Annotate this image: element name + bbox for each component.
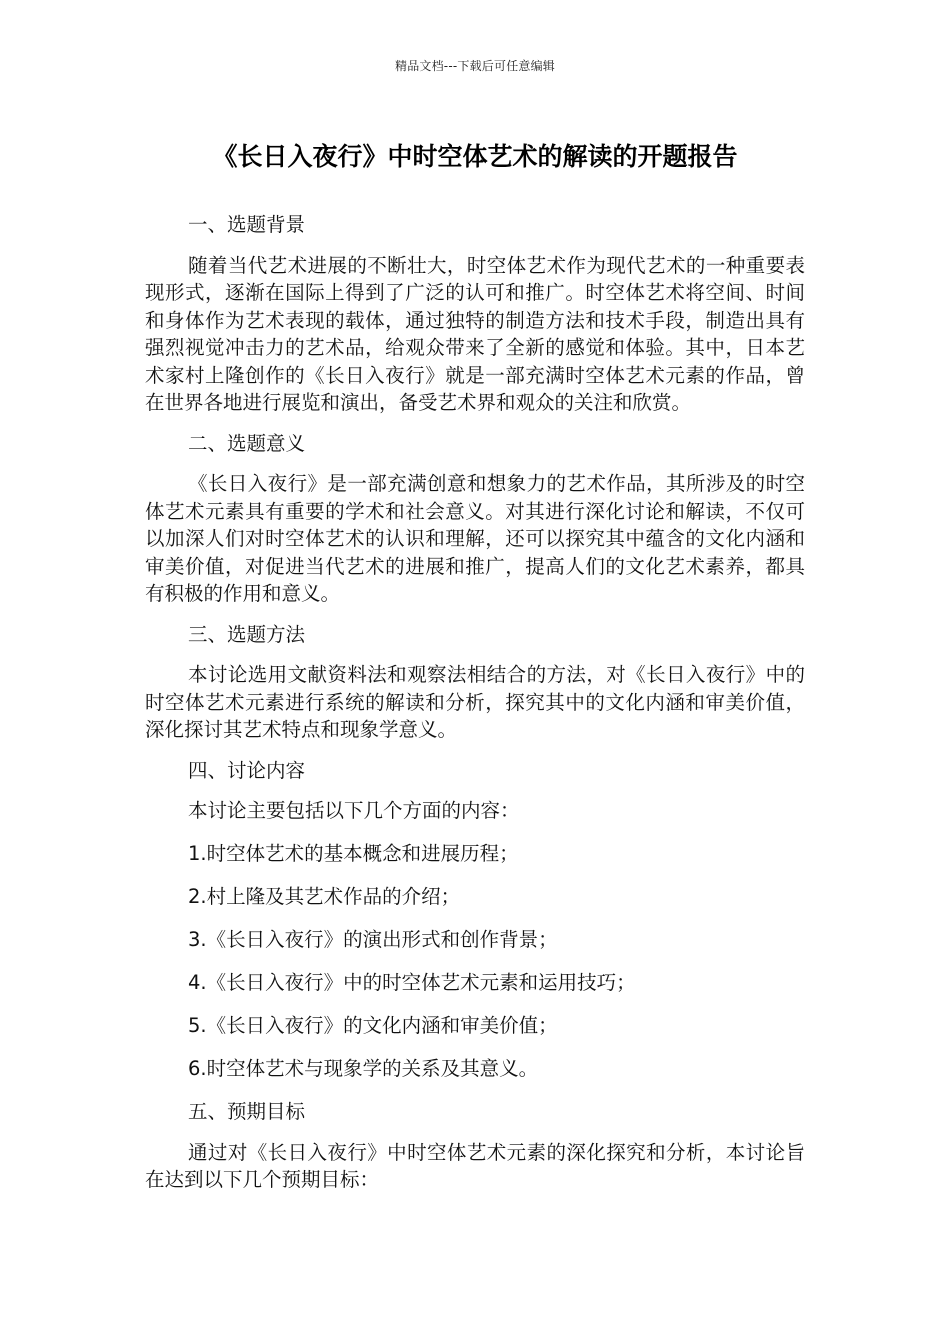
document-title: 《长日入夜行》中时空体艺术的解读的开题报告 [212, 142, 738, 171]
paragraph-significance: 《长日入夜行》是一部充满创意和想象力的艺术作品，其所涉及的时空体艺术元素具有重要的学术和社会意义。对其进行深化讨论和解读，不仅可以加深人们对时空体艺术的认识和理解，还可以探究其中蕴含的文化内涵和审美价值，对促进当代艺术的进展和推广，提高人们的文化艺术素养，都具有积极的作用和意义。 [145, 472, 805, 605]
section-heading-content: 四、讨论内容 [188, 758, 306, 782]
section-heading-method: 三、选题方法 [188, 622, 306, 646]
list-item: 2.村上隆及其艺术作品的介绍； [188, 885, 461, 908]
list-item: 4.《长日入夜行》中的时空体艺术元素和运用技巧； [188, 971, 636, 994]
list-item: 3.《长日入夜行》的演出形式和创作背景； [188, 928, 558, 951]
paragraph-method: 本讨论选用文献资料法和观察法相结合的方法，对《长日入夜行》中的时空体艺术元素进行系统的解读和分析，探究其中的文化内涵和审美价值，深化探讨其艺术特点和现象学意义。 [145, 663, 805, 741]
list-item: 1.时空体艺术的基本概念和进展历程； [188, 842, 519, 865]
list-item: 6.时空体艺术与现象学的关系及其意义。 [188, 1057, 539, 1080]
section-heading-background: 一、选题背景 [188, 213, 306, 236]
list-item: 5.《长日入夜行》的文化内涵和审美价值； [188, 1014, 558, 1037]
paragraph-background: 随着当代艺术进展的不断壮大，时空体艺术作为现代艺术的一种重要表现形式，逐渐在国际上得到了广泛的认可和推广。时空体艺术将空间、时间和身体作为艺术表现的载体，通过独特的制造方法和技术手段，制造出具有强烈视觉冲击力的艺术品，给观众带来了全新的感觉和体验。其中，日本艺术家村上隆创作的《长日入夜行》就是一部充满时空体艺术元素的作品，曾在世界各地进行展览和演出，备受艺术界和观众的关注和欣赏。 [145, 253, 805, 414]
content-intro: 本讨论主要包括以下几个方面的内容： [188, 799, 520, 822]
page-header-note: 精品文档---下载后可任意编辑 [395, 59, 555, 73]
section-heading-significance: 二、选题意义 [188, 431, 306, 455]
document-body [145, 211, 805, 1207]
paragraph-goals: 通过对《长日入夜行》中时空体艺术元素的深化探究和分析，本讨论旨在达到以下几个预期目标： [145, 1140, 805, 1191]
section-heading-goals: 五、预期目标 [188, 1100, 306, 1123]
